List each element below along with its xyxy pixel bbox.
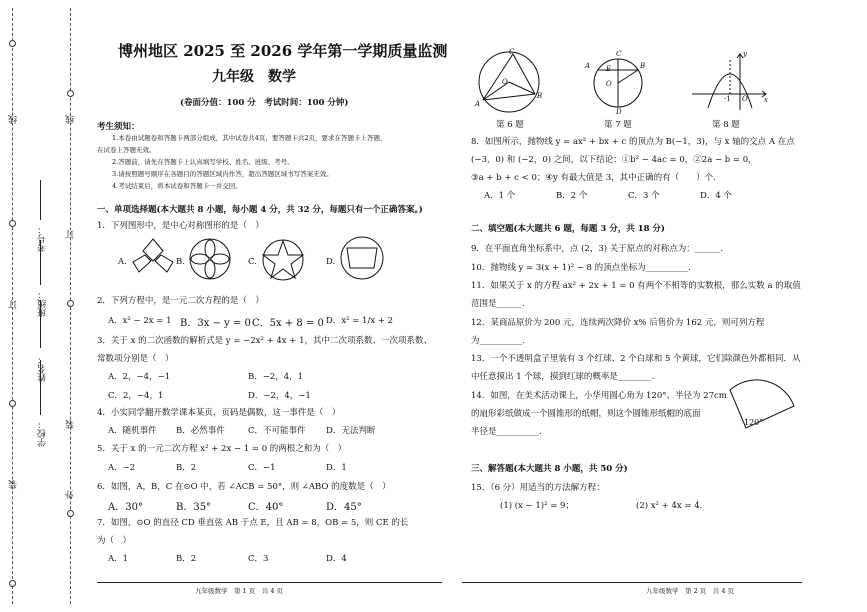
punch-hole — [67, 90, 74, 97]
q8-option-d: D．4 个 — [700, 191, 732, 201]
binding-strip — [0, 0, 90, 612]
q1-stem: 1．下列图形中，是中心对称图形的是（ ） — [97, 221, 264, 231]
q5-stem: 5．关于 x 的一元二次方程 x² + 2x − 1 = 0 的两根之和为（ ） — [97, 444, 347, 454]
q4-option-d: D．无法判断 — [326, 426, 376, 436]
binding-mark: 线 — [9, 115, 19, 124]
figure-point: C — [509, 48, 515, 56]
q2-option-d: D．x² = 1/x + 2 — [326, 316, 394, 326]
q1-figure-a — [130, 236, 176, 282]
q3-stem: 3．关于 x 的二次函数的解析式是 y = −2x² + 4x + 1，其中二次项系数、一次项系数、 — [97, 336, 433, 346]
exam-number-label: 考号： — [38, 225, 48, 252]
exam-info: (卷面分值：100 分 考试时间：100 分钟) — [180, 98, 349, 108]
binding-mark: 线 — [66, 115, 76, 124]
q13: 13．一个不透明盒子里装有 3 个红球、2 个白球和 5 个黄球，它们除颜色外都相同．从 — [471, 354, 801, 364]
figure-point: C — [616, 50, 622, 58]
name-field[interactable] — [40, 300, 41, 348]
school-label: 学校： — [38, 420, 48, 447]
q4-option-a: A．随机事件 — [108, 426, 157, 436]
q1-figure-b — [187, 236, 233, 282]
q9: 9．在平面直角坐标系中，点 (2，3) 关于原点的对称点为：______. — [471, 244, 723, 254]
figure-point: O — [502, 78, 508, 86]
q2-option-b: B．3x − y = 0 — [180, 318, 251, 329]
figure-axis-label: x — [764, 96, 768, 104]
grade-subject: 九年级 数学 — [212, 69, 296, 85]
punch-hole — [9, 40, 16, 47]
school-field[interactable] — [40, 360, 41, 415]
q6-option-b: B．35° — [176, 502, 212, 513]
figure-6 — [473, 48, 545, 116]
q5-option-b: B．2 — [176, 463, 197, 473]
punch-hole — [67, 510, 74, 517]
q13-line-2: 中任意摸出 1 个球，摸到红球的概率是________. — [471, 372, 655, 382]
q4-stem: 4．小实同学翻开数学课本某页，页码是偶数，这一事件是（ ） — [97, 408, 341, 418]
q8-option-b: B．2 个 — [556, 191, 588, 201]
q5-option-a: A．−2 — [108, 463, 136, 473]
q2-option-c: C．5x + 8 = 0 — [252, 318, 324, 329]
figure-7-caption: 第 7 题 — [604, 120, 632, 130]
name-label: 姓名： — [38, 355, 48, 382]
q10: 10．抛物线 y = 3(x + 1)² − 8 的顶点坐标为__________. — [471, 263, 691, 273]
q1-option-label: D. — [326, 257, 336, 267]
q8-stem: 8．如图所示，抛物线 y = ax² + bx + c 的顶点为 B(−1，3)，与 x 轴的交点 A 在点 — [471, 137, 795, 147]
class-label: 班级： — [38, 290, 48, 317]
punch-hole — [9, 220, 16, 227]
figure-6-caption: 第 6 题 — [496, 120, 524, 130]
notice-item: 2.答题前，请先在答题卡上认真填写学校、姓名、班级、考号。 — [112, 158, 294, 166]
figure-point: B — [640, 62, 646, 70]
q12: 12．某商品原价为 200 元，连续两次降价 x% 后售价为 162 元，则可列方程 — [471, 318, 765, 328]
q14-line-2: 的扇形彩纸做成一个圆锥形的纸帽，则这个圆锥形纸帽的底面 — [471, 409, 701, 419]
q5-option-d: D．1 — [326, 463, 347, 473]
q7-option-b: B．2 — [176, 554, 197, 564]
figure-point: B — [537, 92, 543, 100]
q3-option-d: D．−2，4，−1 — [248, 391, 311, 401]
q11-line-2: 范围是______. — [471, 299, 525, 309]
q3-option-b: B．−2，4，1 — [248, 372, 304, 382]
binding-mark: 装 — [9, 480, 19, 489]
q1-option-label: B. — [176, 257, 185, 267]
punch-hole — [9, 400, 16, 407]
q14-line-3: 半径是__________. — [471, 427, 542, 437]
q7-option-a: A．1 — [108, 554, 129, 564]
q1-figure-c — [260, 236, 306, 282]
q7-option-d: D．4 — [326, 554, 347, 564]
q6-option-c: C．40° — [248, 502, 284, 513]
q6-option-d: D．45° — [326, 502, 362, 513]
q8-option-a: A．1 个 — [484, 191, 516, 201]
q15-part-1: (1) (x − 1)² = 9； — [500, 501, 574, 511]
figure-8-caption: 第 8 题 — [712, 120, 740, 130]
exam-number-field[interactable] — [40, 180, 41, 220]
q6-option-a: A．30° — [108, 502, 143, 513]
footer-right: 九年级数学 第 2 页 共 4 页 — [646, 587, 735, 595]
class-field[interactable] — [40, 240, 41, 285]
binding-mark: 订 — [9, 300, 19, 309]
q2-option-a: A．x² − 2x = 1 — [108, 316, 172, 326]
figure-point: A — [475, 100, 481, 108]
q15: 15．（6 分）用适当的方法解方程： — [471, 483, 605, 493]
q7-option-c: C．3 — [248, 554, 269, 564]
q8-option-c: C．3 个 — [628, 191, 660, 201]
q3-option-c: C．2，−4，1 — [108, 391, 164, 401]
notice-item: 4.考试结束后，将本试卷和答题卡一并交回。 — [112, 182, 242, 190]
q14: 14．如图，在美术活动课上，小华用圆心角为 120°、半径为 27cm — [471, 391, 727, 401]
section-heading: 一、单项选择题(本大题共 8 小题，每小题 4 分，共 32 分，每题只有一个正确答案。) — [97, 205, 423, 215]
q7-stem-2: 为（ ） — [97, 536, 132, 546]
q8-stem-2: (−3，0) 和 (−2，0) 之间，以下结论：①b² − 4ac = 0，②2a − b = 0， — [471, 155, 757, 165]
figure-point: D — [616, 108, 622, 116]
figure-7 — [590, 52, 646, 110]
q3-stem-2: 常数项分别是（ ） — [97, 354, 174, 364]
q4-option-b: B．必然事件 — [176, 426, 225, 436]
q1-figure-d — [338, 234, 386, 282]
punch-hole — [9, 580, 16, 587]
figure-point: E — [606, 65, 612, 73]
section-3-heading: 三、解答题(本大题共 8 小题，共 50 分) — [471, 464, 628, 474]
footer-left: 九年级数学 第 1 页 共 4 页 — [195, 587, 284, 595]
q1-option-label: A. — [118, 257, 127, 267]
figure-axis-label: y — [743, 50, 747, 58]
q1-option-label: C. — [248, 257, 257, 267]
figure-point: O — [606, 80, 612, 88]
notice-item: 3.请按照题号顺序在各题目的答题区域内作答，超出答题区域书写答案无效。 — [112, 170, 333, 178]
notice-heading: 考生须知： — [97, 122, 140, 132]
notice-item: 1.本卷由试题卷和答题卡两部分组成，其中试卷共4页，要答题卡共2页，要求在答题卡上答题， — [112, 134, 387, 142]
q12-line-2: 为__________. — [471, 336, 525, 346]
footer-rule — [97, 582, 442, 583]
binding-mark: 外 — [66, 490, 76, 499]
figure-axis-label: O — [742, 95, 748, 103]
section-2-heading: 二、填空题(本大题共 6 题，每题 3 分，共 18 分) — [471, 224, 665, 234]
q7-stem: 7．如图，⊙O 的直径 CD 垂直弦 AB 于点 E，且 AB = 8，OB = 5，则 CE 的长 — [97, 518, 409, 528]
q2-stem: 2．下列方程中，是一元二次方程的是（ ） — [97, 296, 264, 306]
figure-point: A — [585, 62, 591, 70]
q15-part-2: (2) x² + 4x = 4． — [636, 501, 709, 511]
punch-hole — [67, 300, 74, 307]
notice-item: 在试卷上答题无效。 — [97, 146, 156, 154]
binding-mark: 订 — [66, 230, 76, 239]
q3-option-a: A．2，−4，−1 — [108, 372, 171, 382]
footer-rule — [462, 582, 802, 583]
q11: 11．如果关于 x 的方程 ax² + 2x + 1 = 0 有两个不相等的实数根，那么实数 a 的取值 — [471, 281, 801, 291]
q6-stem: 6．如图，A，B，C 在⊙O 中，若 ∠ACB = 50°，则 ∠ABO 的度数是（ ） — [97, 482, 391, 492]
q8-stem-3: ③a + b + c < 0；④y 有最大值是 3，其中正确的有（ ）个. — [471, 173, 716, 183]
sector-angle: 120° — [744, 418, 764, 427]
page-title: 博州地区 2025 至 2026 学年第一学期质量监测 — [118, 42, 448, 60]
figure-axis-label: -1 — [724, 95, 731, 103]
binding-mark: 装 — [66, 420, 76, 429]
q5-option-c: C．−1 — [248, 463, 276, 473]
q4-option-c: C．不可能事件 — [248, 426, 306, 436]
